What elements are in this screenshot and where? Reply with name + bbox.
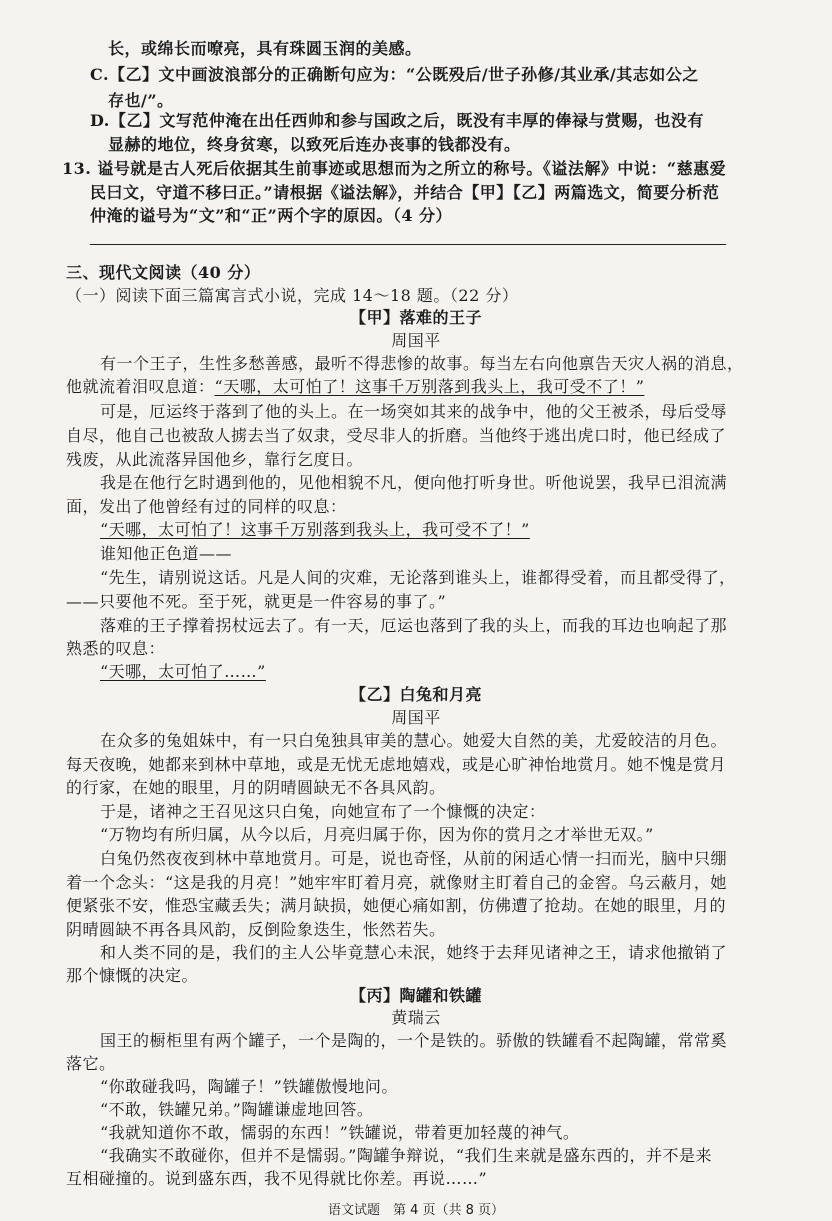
- story-b-line: 白兔仍然夜夜到林中草地赏月。可是，说也奇怪，从前的闲适心情一扫而光，脑中只绷: [100, 849, 728, 868]
- story-b-line: 阴晴圆缺不再各具风韵，反倒险象迭生，怅然若失。: [66, 920, 446, 939]
- section-subheading: （一）阅读下面三篇寓言式小说，完成 14～18 题。（22 分）: [66, 286, 519, 305]
- answer-line: [90, 244, 726, 245]
- story-a-line: 谁知他正色道——: [100, 544, 233, 563]
- story-b-line: 着一个念头：“这是我的月亮！”她牢牢盯着月亮，就像财主盯着自己的金窖。乌云蔽月，她: [66, 873, 727, 892]
- story-a-line: [66, 376, 766, 398]
- option-d-cont: 显赫的地位，终身贫寒，以致死后连办丧事的钱都没有。: [108, 135, 521, 154]
- story-c-title: 【丙】陶罐和铁罐: [349, 986, 482, 1005]
- story-c-line: “你敢碰我吗，陶罐子！”铁罐傲慢地问。: [100, 1077, 398, 1096]
- page-footer: 语文试题 第 4 页（共 8 页）: [327, 1203, 505, 1218]
- story-a-quote-underlined: “天哪，太可怕了！这事千万别落到我头上，我可受不了！”: [100, 520, 530, 539]
- story-c-line: “我就知道你不敢，懦弱的东西！”铁罐说，带着更加轻蔑的神气。: [100, 1123, 580, 1142]
- story-a-line-text: 他就流着泪叹息道：: [66, 377, 215, 396]
- story-b-line: 的行家，在她的眼里，月的阴晴圆缺无不各具风韵。: [66, 778, 446, 797]
- option-c: C.【乙】文中画波浪部分的正确断句应为：“公既殁后/世子孙修/其业承/其志如公之: [90, 65, 699, 84]
- story-a-author: 周国平: [391, 331, 441, 350]
- story-c-line: “不敢，铁罐兄弟。”陶罐谦虚地回答。: [100, 1100, 374, 1119]
- story-a-line: “先生，请别说这话。凡是人间的灾难，无论落到谁头上，谁都得受着，而且都受得了，: [100, 568, 736, 587]
- story-c-line: 互相碰撞的。说到盛东西，我不见得就比你差。再说……”: [66, 1169, 488, 1188]
- story-a-line: 面，发出了他曾经有过的同样的叹息：: [66, 497, 347, 516]
- question-13-line1: 13. 谥号就是古人死后依据其生前事迹或思想而为之所立的称号。《谥法解》中说：“慈惠爱: [62, 159, 727, 178]
- option-b-tail: 长，或绵长而嘹亮，具有珠圆玉润的美感。: [108, 39, 422, 58]
- section-heading: 三、现代文阅读（40 分）: [66, 263, 261, 282]
- story-a-line: 自尽，他自己也被敌人掳去当了奴隶，受尽非人的折磨。当他终于逃出虎口时，他已经成了: [66, 426, 727, 445]
- story-c-line: 国王的橱柜里有两个罐子，一个是陶的，一个是铁的。骄傲的铁罐看不起陶罐，常常奚: [100, 1031, 728, 1050]
- story-a-line: 有一个王子，生性多愁善感，最听不得悲惨的故事。每当左右向他禀告天灾人祸的消息，: [100, 354, 744, 373]
- story-b-line: 和人类不同的是，我们的主人公毕竟慧心未泯，她终于去拜见诸神之王，请求他撤销了: [100, 943, 728, 962]
- story-a-line: 可是，厄运终于落到了他的头上。在一场突如其来的战争中，他的父王被杀，母后受辱: [100, 402, 728, 421]
- story-a-quote-underlined: “天哪，太可怕了！这事千万别落到我头上，我可受不了！”: [214, 377, 645, 396]
- story-a-title: 【甲】落难的王子: [349, 308, 482, 327]
- story-c-line: 落它。: [66, 1054, 116, 1073]
- question-13-line3: 仲淹的谥号为“文”和“正”两个字的原因。（4 分）: [90, 206, 453, 225]
- story-a-line: 熟悉的叹息：: [66, 639, 166, 658]
- story-b-line: 那个慷慨的决定。: [66, 966, 199, 985]
- story-b-line: 在众多的兔姐妹中，有一只白兔独具审美的慧心。她爱大自然的美，尤爱皎洁的月色。: [100, 731, 728, 750]
- option-c-cont: 存也/”。: [108, 91, 174, 110]
- story-b-line: 于是，诸神之王召见这只白兔，向她宣布了一个慷慨的决定：: [100, 802, 546, 821]
- story-c-author: 黄瑞云: [391, 1008, 441, 1027]
- story-b-author: 周国平: [391, 708, 441, 727]
- story-a-line: 落难的王子撑着拐杖远去了。有一天，厄运也落到了我的头上，而我的耳边也响起了那: [100, 616, 728, 635]
- story-a-line: ——只要他不死。至于死，就更是一件容易的事了。”: [66, 592, 447, 611]
- story-b-line: “万物均有所归属，从今以后，月亮归属于你，因为你的赏月之才举世无双。”: [100, 825, 654, 844]
- story-b-line: 便紧张不安，惟恐宝藏丢失；满月缺损，她便心痛如割，仿佛遭了抢劫。在她的眼里，月的: [66, 896, 727, 915]
- story-b-title: 【乙】白兔和月亮: [349, 685, 482, 704]
- option-d: D.【乙】文写范仲淹在出任西帅和参与国政之后，既没有丰厚的俸禄与赏赐，也没有: [90, 111, 704, 130]
- story-b-line: 每天夜晚，她都来到林中草地，或是无忧无虑地嬉戏，或是心旷神怡地赏月。她不愧是赏月: [66, 755, 727, 774]
- story-a-line: 我是在他行乞时遇到他的，见他相貌不凡，便向他打听身世。听他说罢，我早已泪流满: [100, 473, 728, 492]
- question-13-line2: 民曰文，守道不移曰正。”请根据《谥法解》，并结合【甲】【乙】两篇选文，简要分析范: [90, 183, 720, 202]
- story-a-line: 残废，从此流落异国他乡，靠行乞度日。: [66, 450, 364, 469]
- story-c-line: “我确实不敢碰你，但并不是懦弱。”陶罐争辩说，“我们生来就是盛东西的，并不是来: [100, 1146, 713, 1165]
- story-a-quote-underlined: “天哪，太可怕了……”: [100, 662, 266, 681]
